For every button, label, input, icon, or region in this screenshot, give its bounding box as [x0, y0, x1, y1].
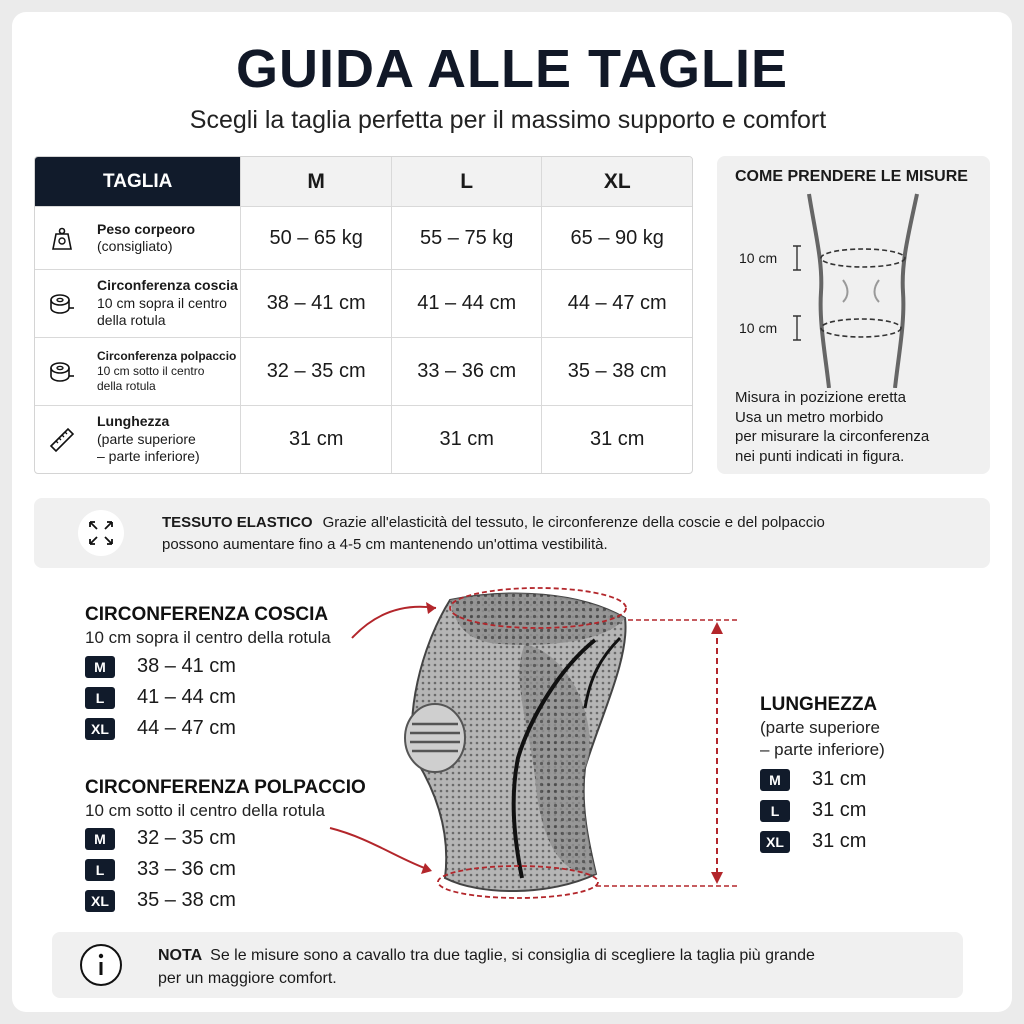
size-badge: L	[85, 687, 115, 709]
list-item	[85, 885, 236, 916]
table-cell: 38 – 41 cm	[240, 270, 391, 337]
how-to-measure-title: COME PRENDERE LE MISURE	[735, 168, 968, 185]
table-cell: 50 – 65 kg	[240, 207, 391, 269]
note-text	[158, 944, 815, 990]
size-table	[34, 156, 693, 474]
table-cell: 33 – 36 cm	[391, 338, 542, 405]
row-desc: della rotula	[97, 379, 156, 393]
size-badge: M	[760, 769, 790, 791]
instruction-line: Usa un metro morbido	[735, 408, 884, 426]
size-value: 31 cm	[812, 768, 867, 790]
size-value: 38 – 41 cm	[137, 655, 236, 677]
leg-measure-diagram	[717, 192, 990, 388]
table-cell: 32 – 35 cm	[240, 338, 391, 405]
instruction-line: per misurare la circonferenza	[735, 428, 930, 445]
table-row-weight	[35, 207, 692, 270]
info-icon	[78, 942, 124, 988]
length-subtitle: – parte inferiore)	[760, 740, 885, 759]
row-label	[35, 270, 240, 337]
how-to-measure-instructions	[735, 388, 929, 466]
list-item	[85, 713, 236, 744]
note-line: Se le misure sono a cavallo tra due taglie, si consiglia di scegliere la taglia più grande	[210, 947, 815, 964]
size-value: 44 – 47 cm	[137, 717, 236, 739]
row-desc: (consigliato)	[97, 238, 173, 254]
thigh-subtitle: 10 cm sopra il centro della rotula	[85, 628, 331, 647]
size-badge: L	[760, 800, 790, 822]
tape-measure-icon	[49, 359, 75, 385]
list-item	[85, 854, 236, 885]
calf-size-list	[85, 823, 236, 916]
table-row-thigh	[35, 270, 692, 338]
elastic-fabric-panel	[34, 498, 990, 568]
row-label	[35, 406, 240, 473]
calf-title: CIRCONFERENZA POLPACCIO	[85, 777, 366, 798]
lower-measure-label: 10 cm	[739, 320, 778, 336]
row-title: Peso corpeoro	[97, 220, 196, 237]
list-item	[760, 795, 866, 826]
upper-measure-label: 10 cm	[739, 250, 778, 266]
row-desc: della rotula	[97, 312, 166, 329]
table-cell: 65 – 90 kg	[541, 207, 692, 269]
list-item	[85, 823, 236, 854]
table-header-row	[35, 157, 692, 207]
elastic-fabric-text	[162, 512, 825, 556]
elastic-fabric-line: Grazie all'elasticità del tessuto, le circonferenze della coscie e del polpaccio	[322, 514, 825, 531]
row-title: Circonferenza polpaccio	[97, 349, 237, 363]
row-label	[35, 207, 240, 269]
row-desc: 10 cm sopra il centro	[97, 294, 227, 311]
instruction-line: Misura in pozizione eretta	[735, 389, 906, 406]
row-title: Circonferenza coscia	[97, 277, 238, 294]
length-subtitle: (parte superiore	[760, 718, 881, 737]
length-size-list	[760, 764, 866, 857]
table-header-size: L	[391, 157, 542, 206]
size-value: 41 – 44 cm	[137, 686, 236, 708]
size-badge: L	[85, 859, 115, 881]
row-title: Lunghezza	[97, 413, 170, 430]
table-header-size: XL	[541, 157, 692, 206]
note-line: per un maggiore comfort.	[158, 970, 337, 988]
size-badge: M	[85, 656, 115, 678]
row-desc: 10 cm sotto il centro	[97, 364, 205, 378]
thigh-size-list	[85, 651, 236, 744]
page-subtitle: Scegli la taglia perfetta per il massimo supporto e comfort	[189, 106, 827, 134]
elastic-fabric-line: possono aumentare fino a 4-5 cm mantenendo un'ottima vestibilità.	[162, 535, 608, 553]
table-row-length	[35, 406, 692, 473]
row-desc: (parte superiore	[97, 430, 196, 447]
elastic-fabric-title: TESSUTO ELASTICO	[162, 514, 313, 531]
size-badge: M	[85, 828, 115, 850]
size-badge: XL	[85, 718, 115, 740]
table-header-label: TAGLIA	[35, 157, 240, 206]
instruction-line: nei punti indicati in figura.	[735, 447, 905, 465]
table-cell: 44 – 47 cm	[541, 270, 692, 337]
size-value: 31 cm	[812, 799, 867, 821]
size-value: 31 cm	[812, 830, 867, 852]
table-cell: 55 – 75 kg	[391, 207, 542, 269]
row-label	[35, 338, 240, 405]
list-item	[760, 826, 866, 857]
table-header-size: M	[240, 157, 391, 206]
page-title: GUIDA ALLE TAGLIE	[236, 39, 788, 99]
table-cell: 31 cm	[391, 406, 542, 473]
size-value: 32 – 35 cm	[137, 827, 236, 849]
thigh-title: CIRCONFERENZA COSCIA	[85, 604, 329, 625]
size-badge: XL	[760, 831, 790, 853]
table-cell: 31 cm	[240, 406, 391, 473]
list-item	[85, 682, 236, 713]
size-value: 35 – 38 cm	[137, 889, 236, 911]
table-cell: 31 cm	[541, 406, 692, 473]
calf-subtitle: 10 cm sotto il centro della rotula	[85, 801, 326, 820]
length-title: LUNGHEZZA	[760, 694, 878, 715]
table-cell: 35 – 38 cm	[541, 338, 692, 405]
table-row-calf	[35, 338, 692, 406]
row-desc: – parte inferiore)	[97, 448, 200, 465]
how-to-measure-panel	[717, 156, 990, 474]
tape-measure-icon	[49, 291, 75, 317]
size-badge: XL	[85, 890, 115, 912]
table-cell: 41 – 44 cm	[391, 270, 542, 337]
note-title: NOTA	[158, 947, 203, 964]
list-item	[85, 651, 236, 682]
scale-weight-icon	[49, 225, 75, 251]
size-value: 33 – 36 cm	[137, 858, 236, 880]
list-item	[760, 764, 866, 795]
knee-brace-illustration	[300, 578, 760, 908]
ruler-icon	[49, 427, 75, 453]
note-panel	[52, 932, 963, 998]
expand-arrows-icon	[78, 510, 124, 556]
